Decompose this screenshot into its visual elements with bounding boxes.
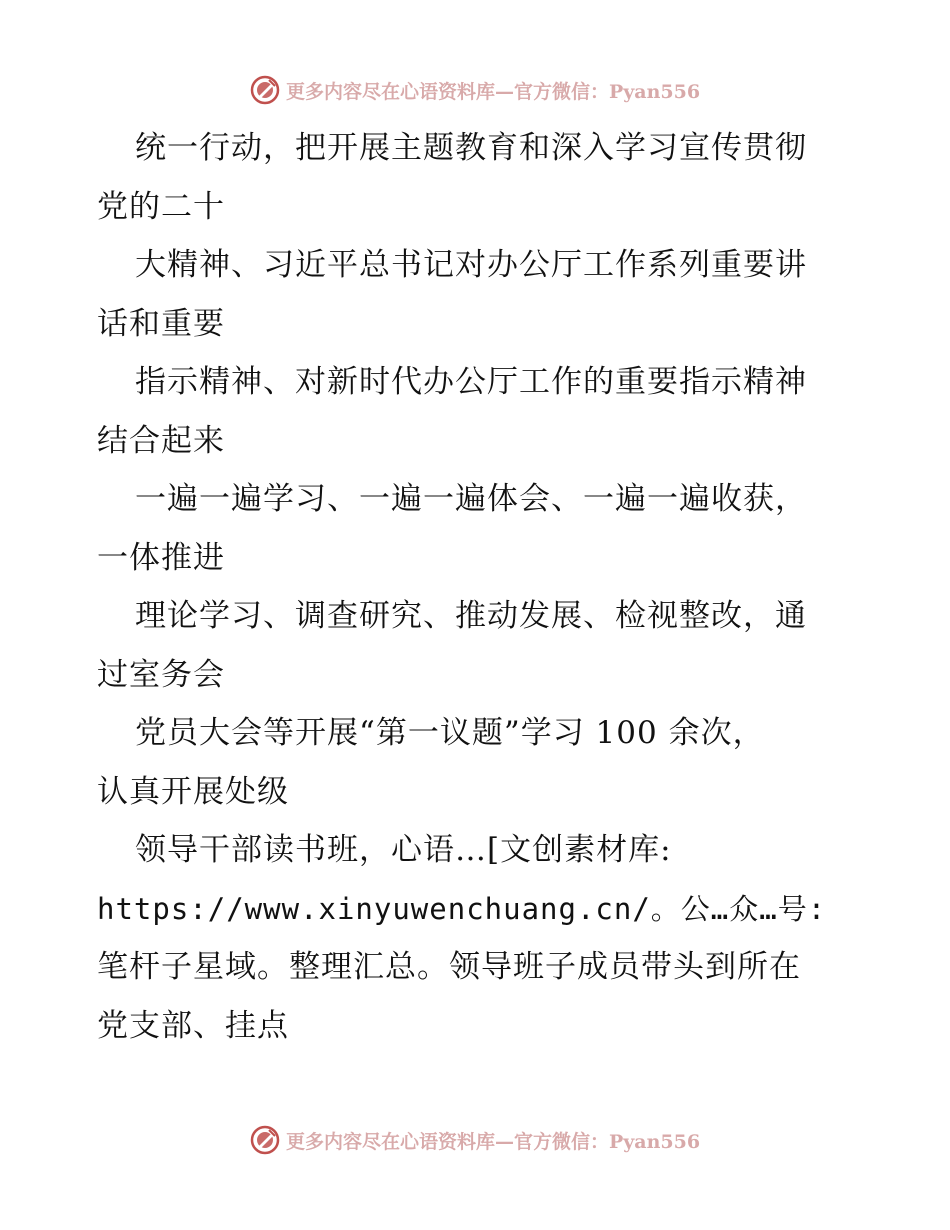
body-line-16: 党支部、挂点 [97, 1007, 289, 1044]
pen-nib-logo-icon [250, 1125, 280, 1155]
body-line-9: 理论学习、调查研究、推动发展、检视整改，通 [135, 598, 807, 634]
pen-nib-logo-icon [250, 75, 280, 105]
body-line-15: 笔杆子星域。整理汇总。领导班子成员带头到所在 [97, 949, 801, 985]
body-line-3: 大精神、习近平总书记对办公厅工作系列重要讲 [135, 247, 807, 283]
body-line-12: 认真开展处级 [97, 773, 289, 810]
body-line-2: 党的二十 [97, 188, 225, 225]
body-line-8: 一体推进 [97, 539, 225, 576]
document-body [97, 119, 857, 1055]
body-line-5: 指示精神、对新时代办公厅工作的重要指示精神 [135, 364, 807, 400]
body-line-10: 过室务会 [97, 656, 225, 693]
body-line-13: 领导干部读书班，心语…[文创素材库: [135, 832, 672, 868]
header-watermark-banner [0, 70, 950, 110]
footer-watermark-banner [0, 1120, 950, 1160]
body-line-url[interactable]: https://www.xinyuwenchuang.cn/。公…众…号: [97, 891, 827, 926]
footer-watermark-text: 更多内容尽在心语资料库—官方微信：Pyan556 [285, 1130, 701, 1153]
body-line-6: 结合起来 [97, 422, 225, 459]
body-line-1: 统一行动，把开展主题教育和深入学习宣传贯彻 [135, 130, 807, 166]
header-watermark-text: 更多内容尽在心语资料库—官方微信：Pyan556 [285, 80, 701, 103]
body-line-7: 一遍一遍学习、一遍一遍体会、一遍一遍收获， [135, 481, 807, 517]
body-line-11: 党员大会等开展“第一议题”学习 100 余次， [135, 715, 765, 751]
body-line-4: 话和重要 [97, 305, 225, 342]
